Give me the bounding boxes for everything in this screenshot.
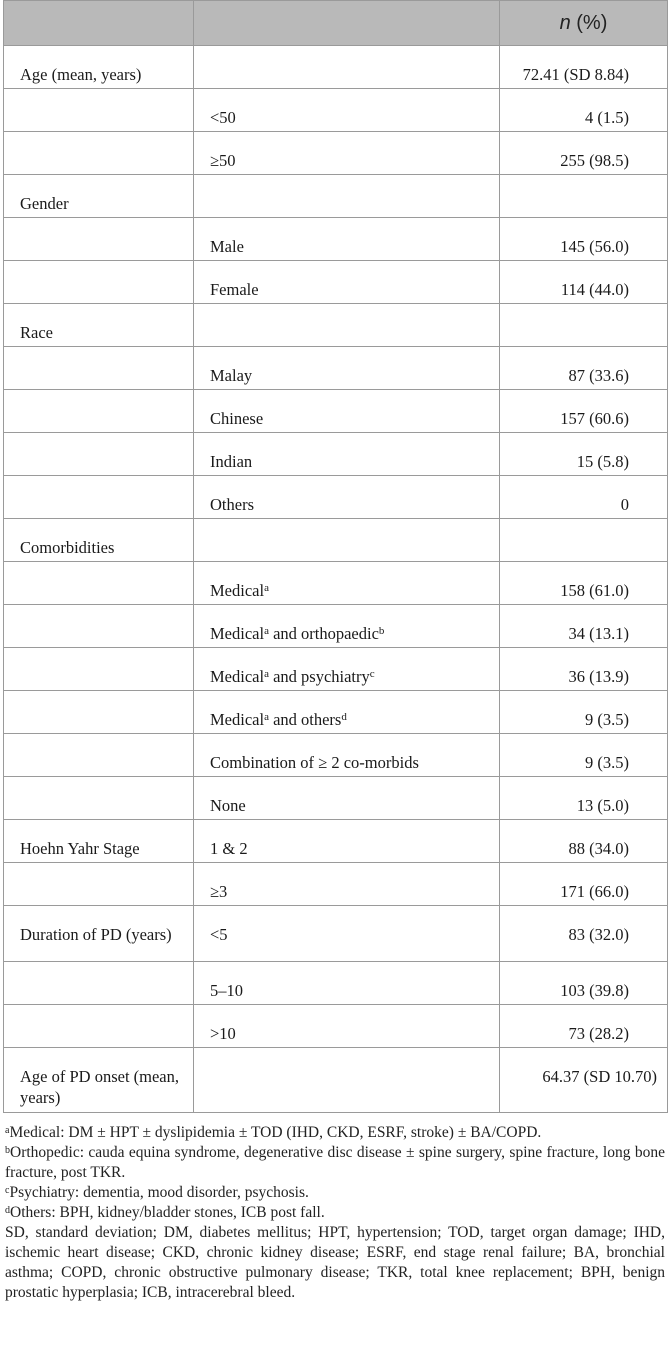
footnote-text: Medical: DM ± HPT ± dyslipidemia ± TOD (IHD, CKD, ESRF, stroke) ± BA/COPD.	[9, 1124, 542, 1141]
footnote-text: Others: BPH, kidney/bladder stones, ICB post fall.	[10, 1204, 325, 1221]
row-value: 15 (5.8)	[500, 433, 668, 476]
table-row	[4, 906, 668, 962]
table-row	[4, 218, 668, 261]
row-sub	[194, 46, 500, 89]
row-label	[4, 863, 194, 906]
row-label: Duration of PD (years)	[4, 906, 194, 962]
row-value	[500, 175, 668, 218]
table-row	[4, 132, 668, 175]
header-percent: (%)	[570, 11, 608, 34]
table-row	[4, 691, 668, 734]
row-label	[4, 648, 194, 691]
table-row	[4, 1048, 668, 1113]
row-sub: <50	[194, 89, 500, 132]
table-header-row	[4, 1, 668, 46]
row-sub	[194, 519, 500, 562]
footnote-mark: c	[5, 1185, 10, 1196]
table-row	[4, 89, 668, 132]
row-sub	[194, 562, 500, 605]
row-value: 114 (44.0)	[500, 261, 668, 304]
row-value: 0	[500, 476, 668, 519]
footnote-mark: d	[341, 711, 347, 723]
table-row	[4, 777, 668, 820]
table-row	[4, 562, 668, 605]
footnote-mark: a	[264, 582, 269, 594]
row-sub: 1 & 2	[194, 820, 500, 863]
table-row	[4, 347, 668, 390]
sub-text: Medical	[210, 624, 265, 643]
row-label	[4, 962, 194, 1005]
row-sub: None	[194, 777, 500, 820]
header-n: n	[559, 11, 571, 34]
sub-text: Medical	[210, 710, 265, 729]
header-col1	[4, 1, 194, 46]
row-label: Comorbidities	[4, 519, 194, 562]
row-sub: 5–10	[194, 962, 500, 1005]
footnote-text: Psychiatry: dementia, mood disorder, psychosis.	[9, 1184, 309, 1201]
row-value: 13 (5.0)	[500, 777, 668, 820]
table-row	[4, 390, 668, 433]
footnote-a	[5, 1123, 665, 1143]
row-sub: Indian	[194, 433, 500, 476]
row-label	[4, 433, 194, 476]
row-sub	[194, 691, 500, 734]
row-label	[4, 562, 194, 605]
table-row	[4, 648, 668, 691]
row-label	[4, 261, 194, 304]
row-sub	[194, 1048, 500, 1113]
row-value: 73 (28.2)	[500, 1005, 668, 1048]
table-row	[4, 261, 668, 304]
row-value: 34 (13.1)	[500, 605, 668, 648]
abbreviations-note: SD, standard deviation; DM, diabetes mellitus; HPT, hypertension; TOD, target organ damage; IHD, ischemic heart disease; CKD, chronic kidney disease; ESRF, end stage renal failure; BA, bronchial asthma; COPD, chronic obstructive pulmonary disease; TKR, total knee replacement; BPH, benign prostatic hyperplasia; ICB, intracerebral bleed.	[5, 1224, 665, 1301]
row-sub: Chinese	[194, 390, 500, 433]
row-value: 72.41 (SD 8.84)	[500, 46, 668, 89]
row-value: 87 (33.6)	[500, 347, 668, 390]
row-label	[4, 89, 194, 132]
row-value: 36 (13.9)	[500, 648, 668, 691]
row-label: Age of PD onset (mean, years)	[4, 1048, 194, 1113]
sub-text: and orthopaedic	[268, 624, 379, 643]
row-value: 64.37 (SD 10.70)	[500, 1048, 668, 1113]
row-sub: ≥3	[194, 863, 500, 906]
sub-text: Medical	[210, 667, 265, 686]
row-sub: >10	[194, 1005, 500, 1048]
table-row	[4, 605, 668, 648]
row-value: 88 (34.0)	[500, 820, 668, 863]
row-value: 103 (39.8)	[500, 962, 668, 1005]
row-sub: Female	[194, 261, 500, 304]
row-value	[500, 519, 668, 562]
table-row	[4, 1005, 668, 1048]
footnote-d	[5, 1203, 665, 1223]
row-value: 157 (60.6)	[500, 390, 668, 433]
row-sub	[194, 175, 500, 218]
footnote-mark: a	[5, 1125, 10, 1136]
table-row	[4, 46, 668, 89]
row-label: Gender	[4, 175, 194, 218]
footnote-mark: b	[378, 625, 385, 637]
sub-text: Medical	[210, 581, 265, 600]
footnote-mark: c	[369, 668, 375, 680]
header-col2	[194, 1, 500, 46]
table-row	[4, 820, 668, 863]
table-row	[4, 734, 668, 777]
table-row	[4, 962, 668, 1005]
row-sub: Others	[194, 476, 500, 519]
row-label	[4, 390, 194, 433]
row-label	[4, 476, 194, 519]
header-n-percent	[500, 1, 668, 46]
row-value: 9 (3.5)	[500, 734, 668, 777]
row-label: Race	[4, 304, 194, 347]
footnote-mark: b	[5, 1145, 10, 1156]
row-sub	[194, 648, 500, 691]
table-row	[4, 863, 668, 906]
row-label	[4, 734, 194, 777]
table-row	[4, 175, 668, 218]
row-value: 9 (3.5)	[500, 691, 668, 734]
row-label	[4, 605, 194, 648]
row-value: 171 (66.0)	[500, 863, 668, 906]
footnote-mark: d	[5, 1205, 10, 1216]
row-value: 255 (98.5)	[500, 132, 668, 175]
row-label	[4, 347, 194, 390]
footnote-mark: a	[264, 711, 269, 723]
table-row	[4, 476, 668, 519]
row-label	[4, 132, 194, 175]
table-row	[4, 304, 668, 347]
footnote-mark: a	[264, 668, 269, 680]
row-sub: ≥50	[194, 132, 500, 175]
row-label	[4, 777, 194, 820]
row-label	[4, 218, 194, 261]
row-label	[4, 691, 194, 734]
sub-text: and psychiatry	[268, 667, 370, 686]
row-value: 145 (56.0)	[500, 218, 668, 261]
row-value: 158 (61.0)	[500, 562, 668, 605]
demographics-table	[3, 0, 668, 1113]
row-sub	[194, 605, 500, 648]
row-value	[500, 304, 668, 347]
table-row	[4, 519, 668, 562]
row-sub: Malay	[194, 347, 500, 390]
table-row	[4, 433, 668, 476]
footnote-c	[5, 1183, 665, 1203]
table-footnotes	[3, 1113, 667, 1303]
row-sub: Male	[194, 218, 500, 261]
footnote-b	[5, 1143, 665, 1183]
footnote-text: Orthopedic: cauda equina syndrome, degenerative disc disease ± spine surgery, spine fracture, long bone fracture, post TKR.	[5, 1144, 665, 1181]
row-sub: <5	[194, 906, 500, 962]
row-label: Hoehn Yahr Stage	[4, 820, 194, 863]
row-sub: Combination of ≥ 2 co-morbids	[194, 734, 500, 777]
row-value: 4 (1.5)	[500, 89, 668, 132]
row-label: Age (mean, years)	[4, 46, 194, 89]
row-sub	[194, 304, 500, 347]
footnote-mark: a	[264, 625, 269, 637]
row-label	[4, 1005, 194, 1048]
row-value: 83 (32.0)	[500, 906, 668, 962]
sub-text: and others	[268, 710, 342, 729]
